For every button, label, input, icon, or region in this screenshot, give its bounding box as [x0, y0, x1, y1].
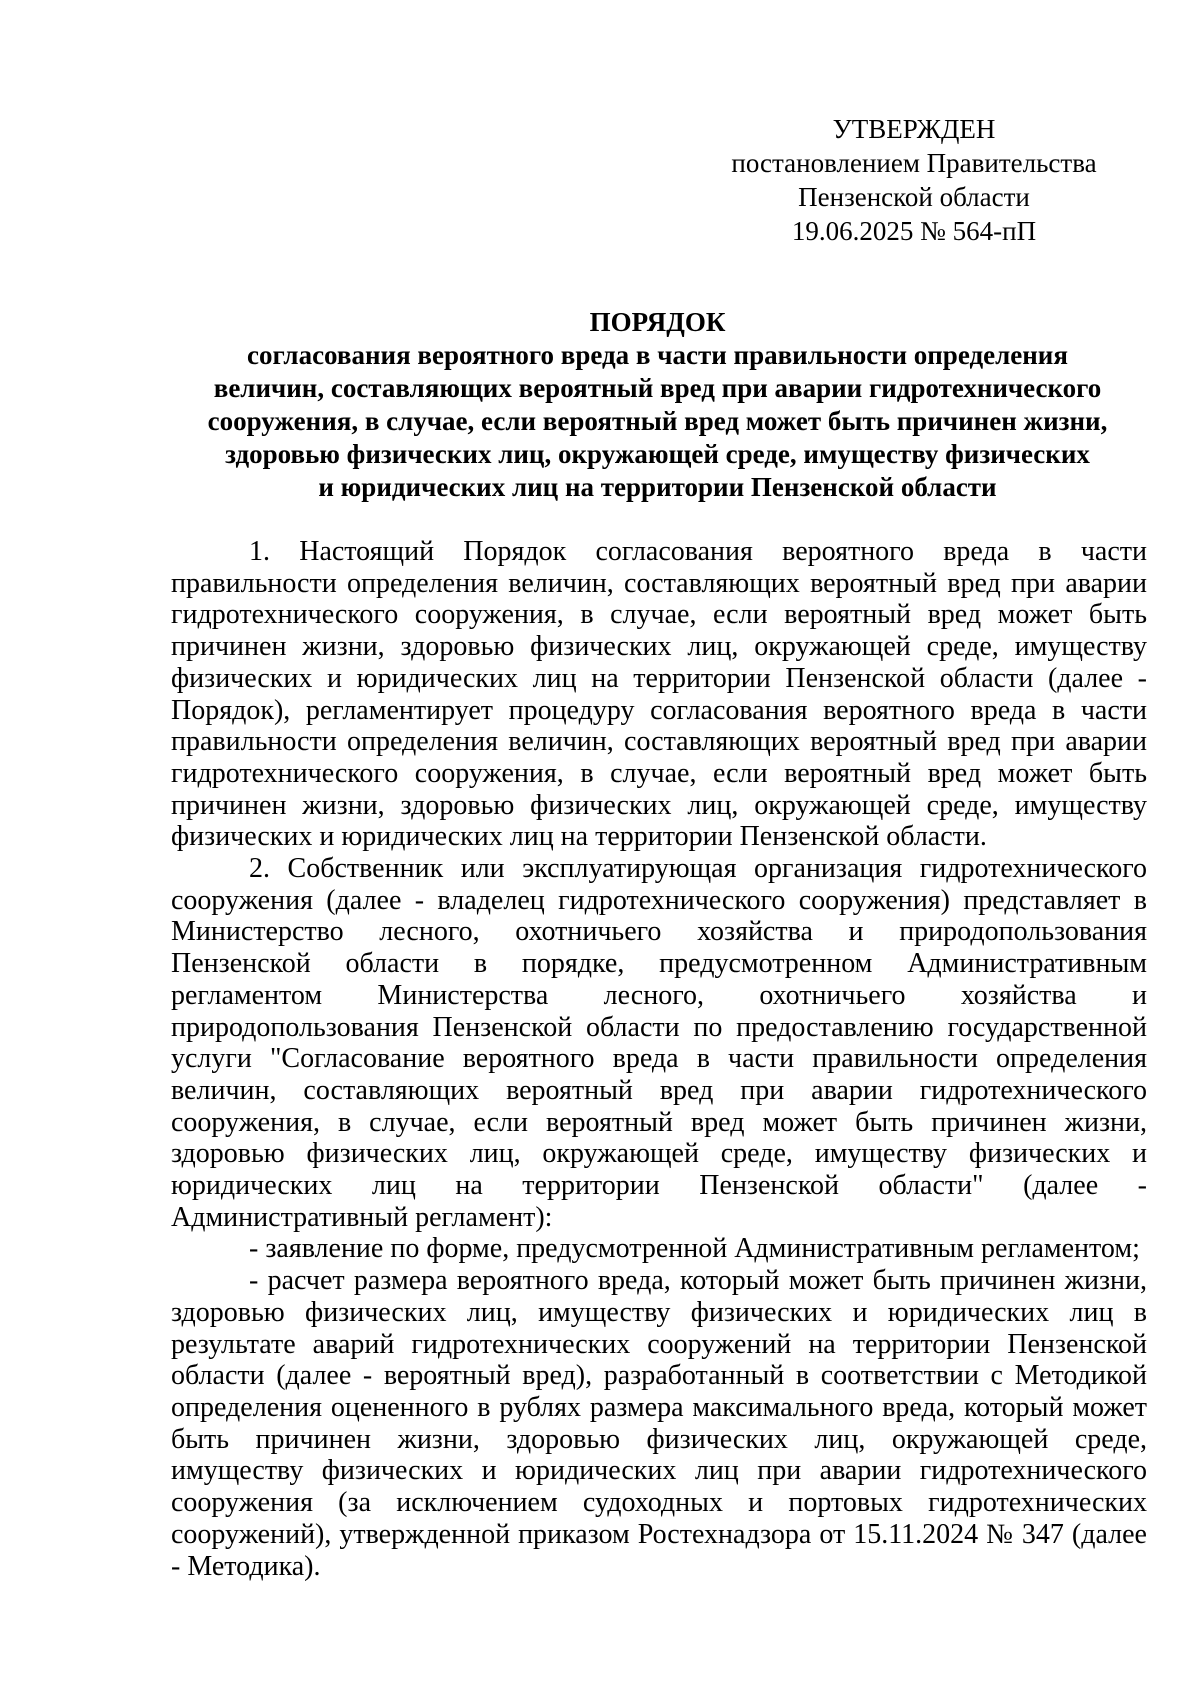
document-heading: ПОРЯДОК	[589, 307, 726, 337]
approval-heading: УТВЕРЖДЕН	[832, 114, 996, 144]
document-subtitle-line: сооружения, в случае, если вероятный вред может быть причинен жизни,	[207, 406, 1108, 436]
paragraph-1: 1. Настоящий Порядок согласования вероятного вреда в части правильности определения величин, составляющих вероятный вред при аварии гидротехнического сооружения, в случае, если вероятный вред может быть причинен жизни, здоровью физических лиц, окружающей среде, имуществу физических и юридических лиц на территории Пензенской области (далее - Порядок), регламентирует процедуру согласования вероятного вреда в части правильности определения величин, составляющих вероятный вред при аварии гидротехнического сооружения, в случае, если вероятный вред может быть причинен жизни, здоровью физических лиц, окружающей среде, имуществу физических и юридических лиц на территории Пензенской области.	[171, 536, 1147, 853]
document-subtitle-line: согласования вероятного вреда в части правильности определения	[247, 340, 1068, 370]
approval-date-number: 19.06.2025 № 564-пП	[791, 216, 1037, 246]
paragraph-2: 2. Собственник или эксплуатирующая организация гидротехнического сооружения (далее - владелец гидротехнического сооружения) представляет в Министерство лесного, охотничьего хозяйства и природопользования Пензенской области в порядке, предусмотренном Административным регламентом Министерства лесного, охотничьего хозяйства и природопользования Пензенской области по предоставлению государственной услуги "Согласование вероятного вреда в части правильности определения величин, составляющих вероятный вред при аварии гидротехнического сооружения, в случае, если вероятный вред может быть причинен жизни, здоровью физических лиц, окружающей среде, имуществу физических и юридических лиц на территории Пензенской области" (далее - Административный регламент):	[171, 853, 1147, 1233]
document-subtitle-line: величин, составляющих вероятный вред при аварии гидротехнического	[213, 373, 1102, 403]
approval-region: Пензенской области	[798, 182, 1030, 212]
document-body	[171, 536, 1147, 1582]
document-subtitle-line: здоровью физических лиц, окружающей среде, имуществу физических	[225, 439, 1090, 469]
document-subtitle-line: и юридических лиц на территории Пензенской области	[318, 472, 997, 502]
document-title-block	[168, 306, 1147, 504]
list-item-application: - заявление по форме, предусмотренной Административным регламентом;	[249, 1233, 1140, 1265]
list-item-harm-calculation: - расчет размера вероятного вреда, который может быть причинен жизни, здоровью физических лиц, имуществу физических и юридических лиц в результате аварий гидротехнических сооружений на территории Пензенской области (далее - вероятный вред), разработанный в соответствии с Методикой определения оцененного в рублях размера максимального вреда, который может быть причинен жизни, здоровью физических лиц, окружающей среде, имуществу физических и юридических лиц при аварии гидротехнического сооружения (за исключением судоходных и портовых гидротехнических сооружений), утвержденной приказом Ростехнадзора от 15.11.2024 № 347 (далее - Методика).	[171, 1265, 1147, 1582]
approval-stamp-block	[700, 112, 1128, 248]
approval-authority: постановлением Правительства	[731, 148, 1097, 178]
